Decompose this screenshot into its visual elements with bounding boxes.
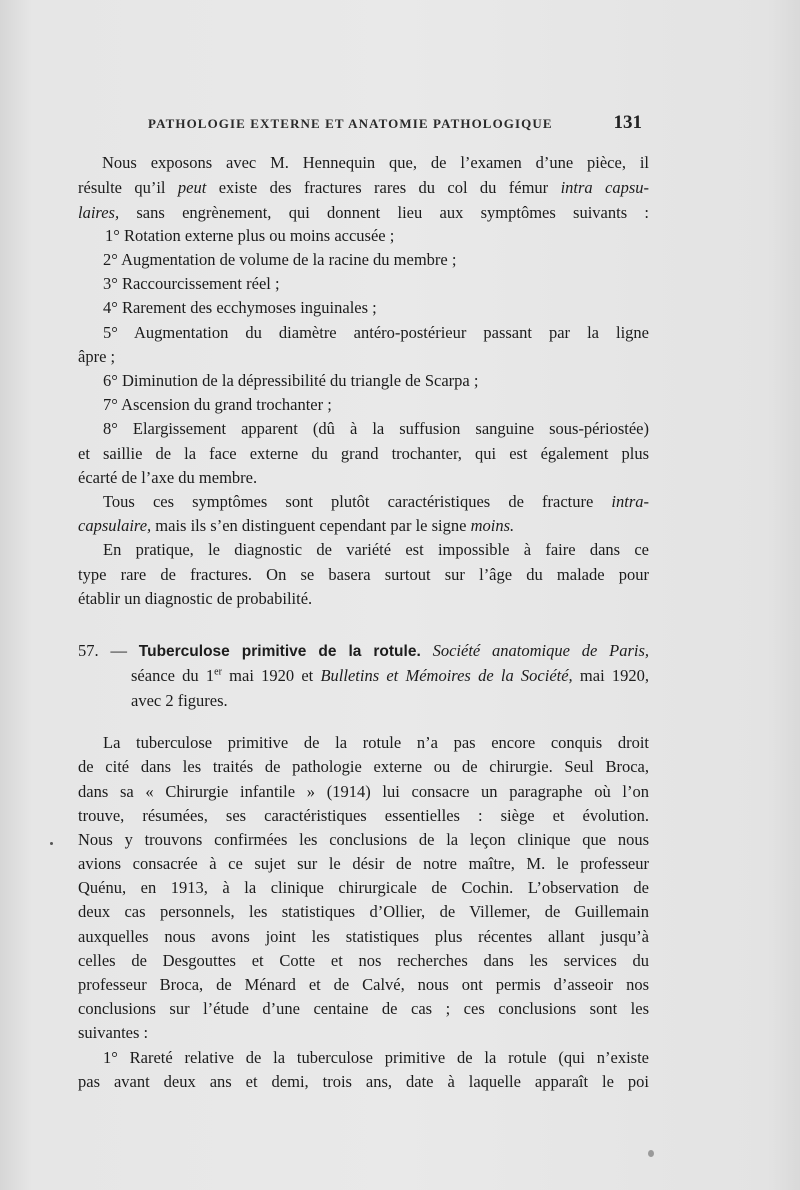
body-line: dans sa « Chirurgie infantile » (1914) lui consacre un paragraphe où l’on [78,782,649,801]
body-line: deux cas personnels, les statistiques d’Ollier, de Villemer, de Guillemain [78,902,649,921]
paper-speck [50,842,53,845]
intro-line-1: Nous exposons avec M. Hennequin que, de l’examen d’une pièce, il [102,153,649,172]
page-number: 131 [613,112,642,133]
symptom-8: 8° Elargissement apparent (dû à la suffusion sanguine sous-périostée) [103,419,649,438]
symptom-2: 2° Augmentation de volume de la racine du membre ; [103,250,457,269]
symptom-6: 6° Diminution de la dépressibilité du triangle de Scarpa ; [103,371,479,390]
body-line: professeur Broca, de Ménard et de Calvé, nous ont permis d’asseoir nos [78,975,649,994]
entry-title: Tuberculose primitive de la rotule. [138,643,421,660]
paper-speck [648,1150,654,1157]
intro-line-2: résulte qu’il peut existe des fractures rares du col du fémur intra capsu- [78,178,650,197]
body-line: pas avant deux ans et demi, trois ans, date à laquelle apparaît le poi [78,1072,649,1091]
summary-line-3: En pratique, le diagnostic de variété est impossible à faire dans ce [103,540,649,559]
body-line: avions consacrée à ce sujet sur le désir de notre maître, M. le professeur [78,854,649,873]
symptom-1: 1° Rotation externe plus ou moins accusée ; [105,226,395,245]
symptom-3: 3° Raccourcissement réel ; [103,274,280,293]
body-line: Quénu, en 1913, à la clinique chirurgicale de Cochin. L’observation de [78,878,649,897]
entry-number: 57. — [78,641,127,660]
body-line: auxquelles nous avons joint les statistiques plus récentes allant jusqu’à [78,927,649,946]
symptom-7: 7° Ascension du grand trochanter ; [103,395,332,414]
running-title: PATHOLOGIE EXTERNE ET ANATOMIE PATHOLOGIQUE [148,116,553,131]
body-line: trouve, résumées, ses caractéristiques essentielles : siège et évolution. [78,806,649,825]
entry-57-heading [78,643,649,660]
summary-line-1: Tous ces symptômes sont plutôt caractéristiques de fracture intra- [103,492,649,511]
body-line: celles de Desgouttes et Cotte et nos recherches dans les services du [78,951,649,970]
intro-line-3: laires, sans engrènement, qui donnent lieu aux symptômes suivants : [78,203,649,222]
journal-name: Société anatomique de Paris, [432,641,650,660]
body-line: La tuberculose primitive de la rotule n’a pas encore conquis droit [103,733,649,752]
summary-line-4: type rare de fractures. On se basera surtout sur l’âge du malade pour [78,565,649,584]
symptom-8-cont-1: et saillie de la face externe du grand trochanter, qui est également plus [78,444,649,463]
body-line: 1° Rareté relative de la tuberculose primitive de la rotule (qui n’existe [103,1048,649,1067]
summary-line-2: capsulaire, mais ils s’en distinguent cependant par le signe moins. [78,516,515,535]
entry-57-line-3: avec 2 figures. [131,691,228,710]
symptom-4: 4° Rarement des ecchymoses inguinales ; [103,298,377,317]
symptom-5: 5° Augmentation du diamètre antéro-postérieur passant par la ligne [103,323,649,342]
summary-line-5: établir un diagnostic de probabilité. [78,589,313,608]
body-line: de cité dans les traités de pathologie externe ou de chirurgie. Seul Broca, [78,757,649,776]
body-line: suivantes : [78,1023,149,1042]
entry-57-line-2: séance du 1er mai 1920 et Bulletins et Mémoires de la Société, mai 1920, [131,666,649,685]
body-line: conclusions sur l’étude d’une centaine de cas ; ces conclusions sont les [78,999,649,1018]
body-line: Nous y trouvons confirmées les conclusions de la leçon clinique que nous [78,830,649,849]
page-header [148,112,642,134]
symptom-8-cont-2: écarté de l’axe du membre. [78,468,258,487]
symptom-5-cont: âpre ; [78,347,116,366]
bulletin-name: Bulletins et Mémoires de la Société, [320,666,573,685]
